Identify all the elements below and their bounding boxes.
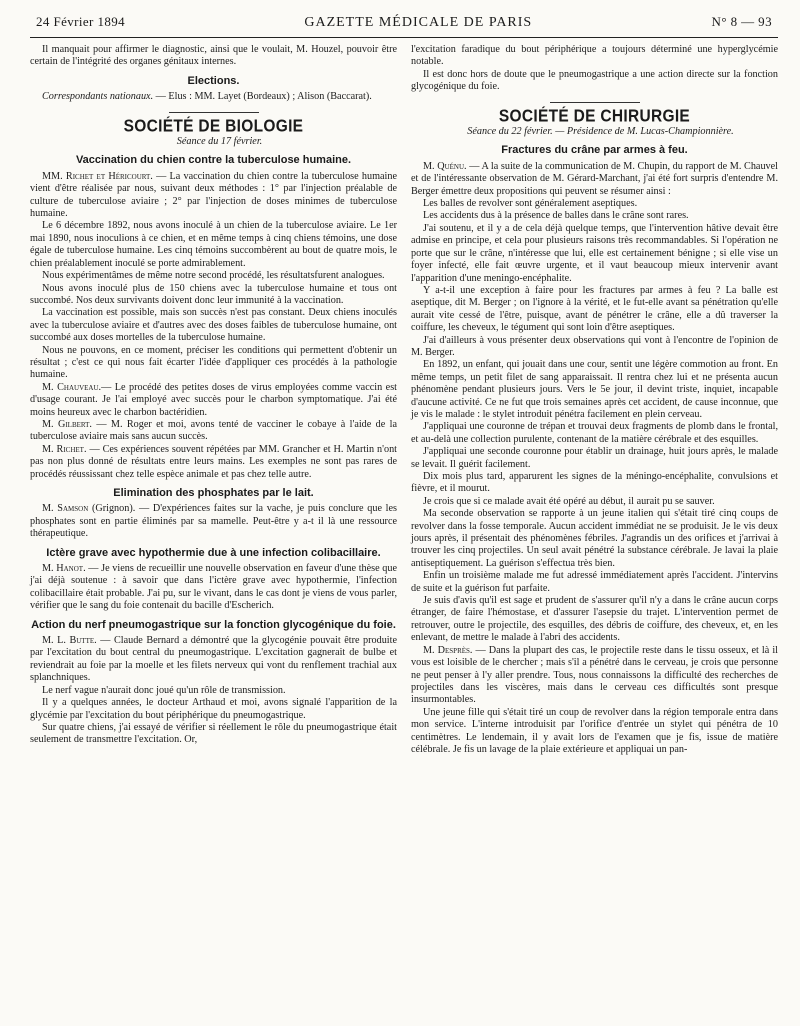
paragraph-text: — M. Roger et moi, avons tenté de vacciner le cobaye à l'aide de la tuberculose aviaire mais sans aucun succès. [30,418,398,443]
quenu-p8: J'appliquai une couronne de trépan et trouvai deux fragments de plomb dans le frontal, et au-delà une collection purulente, contenant de la matière cérébrale et des esquilles. [411,421,778,445]
richet-paragraph [30,444,397,481]
elections-text: — Elus : MM. Layet (Bordeaux) ; Alison (Baccarat). [153,91,372,103]
ictere-paragraph [30,563,397,613]
quenu-p12: Ma seconde observation se rapporte à un jeune italien qui s'était tiré cinq coups de revolver dans la fosse temporale. Aucun accident immédiat ne se produisit. Je le vis deux jours après, il présentait des phénomènes fébriles. J'agrandis un des orifices et j'arrivai à trouver les cinq projectiles. Un seul avait pénétré la substance cérébrale. Je lavai la plaie antiseptiquement. La guérison s'effectua très bien. [411,508,778,569]
vaccination-p2: Le 6 décembre 1892, nous avons inoculé à un chien de la tuberculose aviaire. Le 1er mai 1890, nous inoculions à ce chien, et en même temps à cinq chiens témoins, une dose égale de tuberculose humaine. Les cinq témoins succombèrent au bout de quatre mois, le chien préalablement inoculé se porte admirablement. [30,220,397,269]
author: M. L. Butte. [42,635,97,647]
vaccination-p4: Nous avons inoculé plus de 150 chiens avec la tuberculose humaine et tous ont succombé. Nos deux survivants doivent donc leur immunité à la vaccination. [30,282,397,306]
fractures-heading: Fractures du crâne par armes à feu. [501,144,688,157]
elections-paragraph [30,91,397,103]
author: M. Hanot. [42,563,86,575]
despres-p1 [411,645,778,707]
societe-chirurgie-title: SOCIÉTÉ DE CHIRURGIE [498,106,691,126]
phosphates-heading: Elimination des phosphates par le lait. [113,487,314,499]
paragraph-text: — A la suite de la communication de M. Chupin, du rapport de M. Chauvel et de l'intéressante observation de M. Gérard-Marchant, j'ai été fort surpris d'entendre M. Berger émettre deux propositions qui peuvent se résumer ainsi : [411,160,778,197]
quenu-p13: Enfin un troisième malade me fut adressé immédiatement après l'accident. J'intervins de suite et la guérison fut parfaite. [411,570,778,594]
section-separator [550,102,640,103]
left-column [30,44,397,756]
continuation-1: l'excitation faradique du bout périphérique a toujours déterminé une hyperglycémie notable. [411,44,778,68]
paragraph-text: — Claude Bernard a démontré que la glycogénie pouvait être produite par l'excitation du bout central du pneumogastrique. L'excitation gagnerait de bulbe et reviendrait au foie par la moelle et les filets nerveux qui vont du renflement trachial aux splanchniques. [30,635,397,684]
page-header [30,14,778,35]
vaccination-heading: Vaccination du chien contre la tuberculose humaine. [75,154,352,167]
butte-p3: Il y a quelques années, le docteur Arthaud et moi, avons signalé l'apparition de la glycémie par l'excitation du bout périphérique du pneumogastrique. [30,697,397,721]
section-separator [169,112,259,113]
butte-p1 [30,635,397,685]
quenu-p2: Les balles de revolver sont généralement aseptiques. [423,198,638,210]
paragraph-text: (Grignon). — D'expériences faites sur la vache, je puis conclure que les phosphates sont en partie éliminés par sa mamelle. Peut-être y a-t il là une ressource thérapeutique. [30,503,397,540]
vaccination-p6: Nous ne pouvons, en ce moment, préciser les conditions qui permettent d'obtenir un résultat ; c'est ce qui nous fait écarter l'idée d'appliquer ces procédés à la pathologie humaine. [30,344,397,381]
pneumogastrique-heading: Action du nerf pneumogastrique sur la fonction glycogénique du foie. [31,618,396,631]
chauveau-paragraph [30,382,397,419]
butte-p2: Le nerf vague n'aurait donc joué qu'un rôle de transmission. [42,684,286,696]
author: M. Samson [42,503,89,515]
quenu-p1 [411,161,778,198]
right-column [411,44,778,756]
continuation-2: Il est donc hors de doute que le pneumogastrique a une action directe sur la fonction glycogénique du foie. [411,68,778,93]
elections-heading: Elections. [187,74,240,87]
quenu-p6: J'ai d'ailleurs à vous présenter deux observations qui vont à l'encontre de l'opinion de M. Berger. [411,334,778,358]
societe-biologie-title: SOCIÉTÉ DE BIOLOGIE [123,116,304,136]
columns [30,44,778,756]
paragraph-text: — Dans la plupart des cas, le projectile reste dans le tissu osseux, et là il vous est loisible de le chercher ; mais s'il a pénétré dans le cerveau, je crois que personne ne peut penser à l'y aller prendre. Tous, nous connaissons la difficulté des recherches de projectiles dans les viscères, mais dans le cerveau ces difficultés sont presque insurmontables. [411,644,778,706]
quenu-p14: Je suis d'avis qu'il est sage et prudent de s'assurer qu'il n'y a dans le crâne aucun corps étranger, de faire l'hémostase, et d'assurer l'asepsie du trajet. L'intervention permet de retrouver, outre le projectile, des esquilles, des débris de coiffure, des cheveux, et, en les enlevant, de mettre le malade à l'abri des accidents. [411,595,778,644]
vaccination-p3: Nous expérimentâmes de même notre second procédé, les résultatsfurent analogues. [42,270,385,282]
quenu-p7: En 1892, un enfant, qui jouait dans une cour, sentit une légère commotion au front. En même temps, un petit filet de sang apparaissait. Il rentra chez lui et ne présenta aucun phénomène pendant plusieurs jours. Vers le 5e jour, il devint triste, inquiet, incapable d'aucune activité. Ce ne fut que trois semaines après cet accident, de cause inconnue, que je vis le malade : le stylet introduit pénétra facilement en plein cerveau. [411,359,778,420]
header-date: 24 Février 1894 [36,14,126,29]
paragraph-text: — Le procédé des petites doses de virus employées comme vaccin est d'usage courant. Je l'ai employé avec succès pour le charbon symptomatique. J'ai été moins heureux avec le charbon bactéridien. [30,381,397,418]
elections-lead: Correspondants nationaux. [42,91,154,103]
paragraph-text: — Ces expériences souvent répétées par MM. Grancher et H. Martin n'ont pas non plus donné de résultats entre leurs mains. Les exemples ne sont pas rares de procédés réussissant chez telle espèce animale et pas chez telle autre. [30,443,397,480]
gilbert-paragraph [30,419,397,444]
author: M. Richet. [42,443,87,455]
quenu-p9: J'appliquai une seconde couronne pour établir un drainage, huit jours après, le malade se levait. Il guérit facilement. [411,446,778,470]
author: MM. Richet et Héricourt. [42,170,153,182]
vaccination-p5: La vaccination est possible, mais son succès n'est pas constant. Deux chiens inoculés avec la tuberculose aviaire et d'autres avec des doses faibles de tuberculose humaine, ont succombé aux doses mortelles de la tuberculose humaine. [30,307,397,344]
author: M. Desprès. [423,644,473,656]
header-rule [30,37,778,38]
quenu-p5: Y a-t-il une exception à faire pour les fractures par armes à feu ? La balle est aseptique, dit M. Berger ; on l'ignore à la vérité, et le fut-elle avant sa pénétration qu'elle aurait vite cessé de l'être, puisque, avant de pénétrer le crâne, elle a dû traverser la coiffure, les cheveux, le tégument qui sont loin d'être aseptiques. [411,284,778,334]
header-title: GAZETTE MÉDICALE DE PARIS [304,15,533,30]
vaccination-p1 [30,171,397,221]
paragraph-text: — La vaccination du chien contre la tuberculose humaine vient d'être réalisée par nous, suivant deux méthodes : 1° par l'injection préalable de culture de tuberculose aviaire ; 2° par l'injection de doses minimes de tuberculose humaine. [30,170,397,220]
biologie-seance: Séance du 17 février. [176,136,263,148]
author: M. Quénu. [423,160,467,172]
quenu-p11: Je crois que si ce malade avait été opéré au début, il aurait pu se sauver. [423,495,715,507]
phosphates-paragraph [30,503,397,540]
quenu-p4: J'ai soutenu, et il y a de cela déjà quelque temps, que l'intervention hâtive devait être admise en principe, et cela pour plusieurs raisons très recommandables. Si l'opération ne porte que sur le crâne, n'intéresse que lui, elle est certainement bénigne ; si elle vise un foyer infecté, elle fait œuvre urgente, et il vaut beaucoup mieux intervenir avant l'apparition d'une meningo-encéphalite. [411,222,778,284]
intro-paragraph: Il manquait pour affirmer le diagnostic, ainsi que le voulait, M. Houzel, pouvoir être certain de l'intégrité des organes génitaux internes. [30,44,397,68]
quenu-p10: Dix mois plus tard, apparurent les signes de la méningo-encéphalite, convulsions et fièvre, et il mourut. [411,471,778,495]
chirurgie-seance: Séance du 22 février. — Présidence de M. Lucas-Championnière. [467,126,734,138]
quenu-p3: Les accidents dus à la présence de balles dans le crâne sont rares. [423,210,689,222]
paragraph-text: — Je viens de recueillir une nouvelle observation en faveur d'une thèse que j'ai déjà soutenue : à savoir que dans l'ictère grave avec hypothermie, l'infection colibacillaire était probable. J'ai pu, sur le vivant, dans le cas dont je viens de vous parler, vérifier que le sang du foie contenait du bacille d'Escherich. [30,563,398,612]
despres-p2: Une jeune fille qui s'était tiré un coup de revolver dans la région temporale entra dans mon service. L'interne introduisit par l'orifice d'entrée un stylet qui pénétra de 10 centimètres. Le lendemain, il y avait lors de l'examen que je fis, issue de matière célébrale. Je fis un lavage de la plaie extérieure et appliquai un pan- [411,706,778,755]
author: M. Gilbert. [42,418,92,430]
butte-p4: Sur quatre chiens, j'ai essayé de vérifier si réellement le rôle du pneumogastrique était seulement de transmettre l'excitation. Or, [30,721,397,746]
header-number: N° 8 — 93 [711,14,772,29]
author: M. Chauveau. [42,381,102,393]
ictere-heading: Ictère grave avec hypothermie due à une infection colibacillaire. [46,546,381,559]
